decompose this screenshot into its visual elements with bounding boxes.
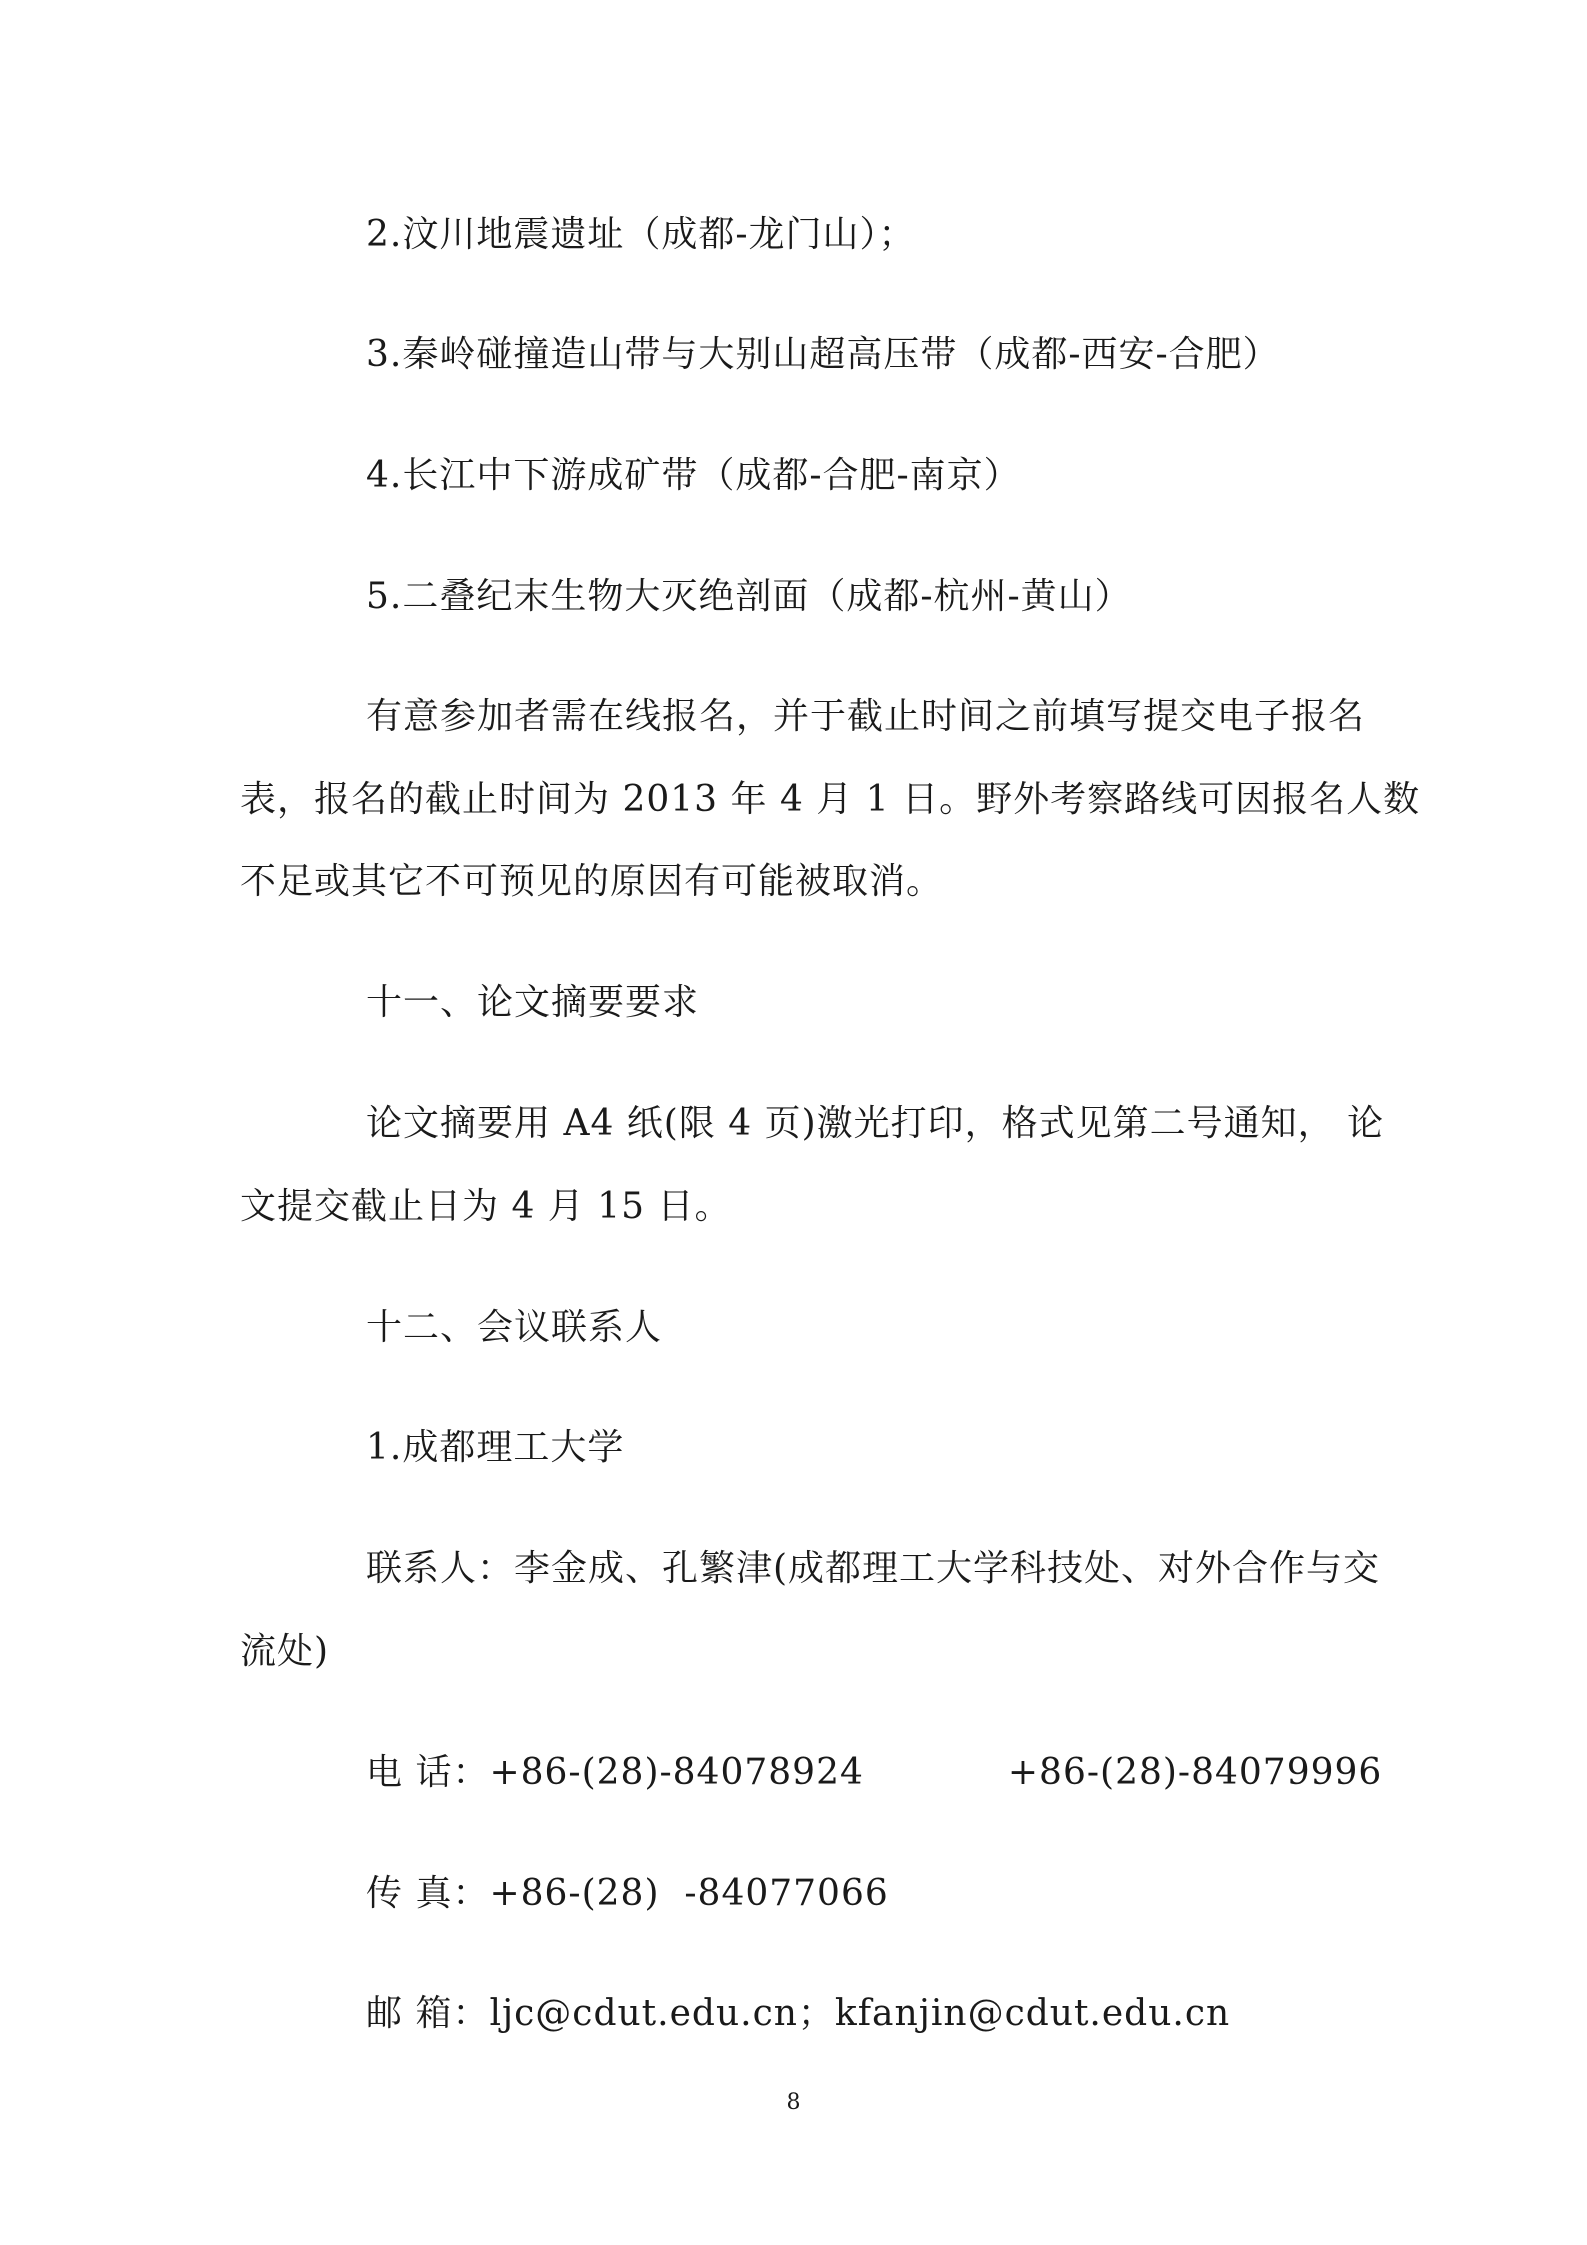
contact-organization: 1.成都理工大学	[366, 1427, 625, 1468]
registration-paragraph-line-1: 有意参加者需在线报名，并于截止时间之前填写提交电子报名	[366, 696, 1366, 737]
route-item-2: 2.汶川地震遗址（成都-龙门山）；	[366, 214, 916, 255]
route-item-5: 5.二叠纪末生物大灭绝剖面（成都-杭州-黄山）	[366, 576, 1132, 617]
section-11-heading: 十一、论文摘要要求	[366, 982, 700, 1023]
route-item-3: 3.秦岭碰撞造山带与大别山超高压带（成都-西安-合肥）	[366, 334, 1280, 375]
fax-label: 传 真：	[366, 1873, 490, 1914]
fax-number: +86-(28) -84077066	[489, 1873, 889, 1914]
email-row	[366, 1990, 1230, 2038]
abstract-requirements-line-2: 文提交截止日为 4 月 15 日。	[240, 1186, 732, 1227]
email-addresses: ljc@cdut.edu.cn；kfanjin@cdut.edu.cn	[489, 1993, 1231, 2034]
route-item-4: 4.长江中下游成矿带（成都-合肥-南京）	[366, 455, 1021, 496]
section-12-heading: 十二、会议联系人	[366, 1307, 663, 1348]
email-label: 邮 箱：	[366, 1993, 490, 2034]
registration-paragraph-line-3: 不足或其它不可预见的原因有可能被取消。	[240, 861, 944, 902]
contact-persons-line-1: 联系人：李金成、孔繁津(成都理工大学科技处、对外合作与交	[366, 1548, 1381, 1589]
abstract-requirements-line-1: 论文摘要用 A4 纸(限 4 页)激光打印，格式见第二号通知， 论	[366, 1103, 1385, 1144]
fax-row	[366, 1870, 889, 1918]
registration-paragraph-line-2: 表，报名的截止时间为 2013 年 4 月 1 日。野外考察路线可因报名人数	[240, 779, 1421, 820]
contact-persons-line-2: 流处)	[240, 1631, 330, 1672]
phone-number-1: +86-(28)-84078924	[489, 1752, 864, 1793]
phone-label: 电 话：	[366, 1752, 490, 1793]
phone-number-2: +86-(28)-84079996	[1007, 1752, 1383, 1793]
phone-row	[366, 1749, 1382, 1797]
page-number: 8	[786, 2090, 801, 2115]
